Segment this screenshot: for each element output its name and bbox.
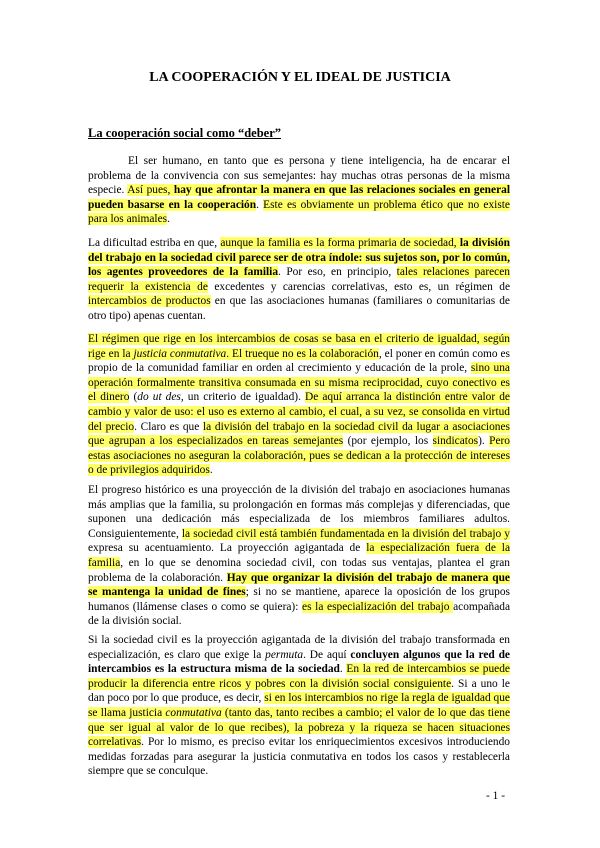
text-run: . Por eso, en principio, (278, 266, 397, 279)
text-run: do ut des (137, 391, 181, 404)
highlighted-text: Hay que organizar la división del trabajo de manera que se mantenga la unidad de fines (88, 571, 510, 599)
text-run: concluyen algunos que la red de intercambios es la estructura misma de la sociedad (88, 648, 510, 676)
highlighted-text: si en los intercambios no rige la regla de igualdad que se llama justicia (88, 692, 510, 719)
highlighted-text: la división del trabajo en la sociedad civil parece ser de otra índole: sus sujetos son, por lo común, los agentes proveedores de la familia (88, 237, 510, 279)
page-number: - 1 - (486, 790, 505, 802)
text-run: ( (129, 391, 138, 404)
highlighted-text: Este es obviamente un problema ético que no existe para los animales (88, 198, 510, 226)
text-run: . Por lo mismo, es preciso evitar los enriquecimientos excesivos introduciendo medidas forzadas para asegurar la justicia conmutativa en todos los casos y restablecerla siempre que se conculque. (88, 736, 510, 778)
highlighted-text: la sociedad civil está también fundamentada en la división del trabajo y (181, 527, 510, 540)
text-run: ). (478, 435, 490, 448)
highlighted-text: intercambios de productos (88, 295, 211, 308)
highlighted-text: la especialización fuera de la familia (88, 542, 510, 569)
text-run: Si la sociedad civil es la proyección agigantada de la división del trabajo transformada en especialización, es claro que exige la (88, 634, 510, 661)
text-run: en que las asociaciones humanas (familiares o comunitarias de otro tipo) apenas cuentan. (88, 295, 510, 322)
text-run: acompañada de la división social. (88, 600, 510, 628)
highlighted-text: De aquí arranca la distinción entre valor de cambio y valor de uso: el uso es externo al cambio, el cual, a su vez, se consolida en virtud del precio (88, 391, 510, 433)
highlighted-text: Pero estas asociaciones no aseguran la colaboración, pues se dedican a la protección de intereses o de privilegios adquiridos (88, 435, 510, 477)
highlighted-text: es la especialización del trabajo (302, 600, 454, 613)
text-run: ; si no se mantiene, aparece la oposición de los grupos humanos (llámense clases o como se quiera): (88, 586, 510, 613)
text-run: , el poner en común como es propio de la comunidad familiar en orden al crecimiento y educación de la prole, (88, 347, 510, 375)
text-run: expresa su acentuamiento. La proyección agigantada de (88, 542, 367, 555)
page-title: LA COOPERACIÓN Y EL IDEAL DE JUSTICIA (149, 70, 451, 85)
highlighted-text: justicia conmutativa (133, 347, 227, 360)
highlighted-text: sino una operación formalmente transitiva consumada en su misma reciprocidad, cuyo conectivo es el dinero (88, 362, 510, 404)
section-heading: La cooperación social como “deber” (88, 126, 282, 140)
text-run: , un criterio de igualdad). (180, 391, 305, 404)
highlighted-text: El régimen que rige en los intercambios de cosas se basa en el criterio de igualdad, según rige en la (88, 333, 510, 360)
highlighted-text: hay que afrontar la manera en que las relaciones sociales en general pueden basarse en la cooperación (88, 184, 510, 211)
text-run: . (209, 464, 213, 477)
paragraph-5 (88, 633, 510, 779)
text-run: . Si a uno le dan poco por lo que produce, es decir, (88, 677, 510, 705)
paragraph-3 (88, 332, 510, 478)
highlighted-text: (tanto das, tanto recibes a cambio; el valor de lo que das tiene que ser igual al valor de lo que recibes), la pobreza y la riqueza se hacen situaciones correlativas (88, 706, 510, 749)
text-run: El progreso histórico es una proyección de la división del trabajo en asociaciones humanas más amplias que la familia, su prolongación en formas más complejas y diferenciadas, que suponen una dedicación más especializada de los miembros familiares adultos. Consiguientemente, (88, 484, 510, 540)
highlighted-text: En la red de intercambios se puede producir la diferencia entre ricos y pobres con la división social consiguiente (88, 663, 510, 690)
paragraph-1 (88, 154, 510, 227)
highlighted-text: aunque la familia es la forma primaria de sociedad, (220, 237, 460, 249)
highlighted-text: la división del trabajo en la sociedad civil da lugar a asociaciones que agrupan a los especializados en tareas semejantes (88, 420, 510, 448)
highlighted-text: Así pues, (127, 184, 174, 197)
text-run: excedentes y carencias correlativas, esto es, un régimen de (207, 280, 510, 293)
text-run: . De aquí (303, 648, 351, 661)
text-run: . Claro es que (134, 420, 203, 433)
text-run: El ser humano, en tanto que es persona y tiene inteligencia, ha de encarar el problema de la convivencia con sus semejantes: hay muchas otras personas de la misma especie. (88, 155, 510, 197)
paragraph-4 (88, 483, 510, 629)
paragraph-2 (88, 236, 510, 324)
highlighted-text: sindicatos (432, 435, 479, 448)
highlighted-text: . El trueque no es la colaboración (226, 347, 379, 360)
highlighted-text: tales relaciones parecen requerir la existencia de (88, 266, 510, 293)
text-run: . (256, 198, 264, 211)
text-run: permuta (265, 648, 304, 661)
text-run: La dificultad estriba en que, (88, 237, 221, 249)
highlighted-text: conmutativa (165, 706, 222, 719)
text-run: (por ejemplo, los (343, 435, 433, 448)
text-run: , en lo que se denomina sociedad civil, con todas sus ventajas, plantea el gran problema de la colaboración. (88, 556, 510, 584)
text-run: . (339, 663, 347, 676)
text-run: . (167, 213, 170, 226)
